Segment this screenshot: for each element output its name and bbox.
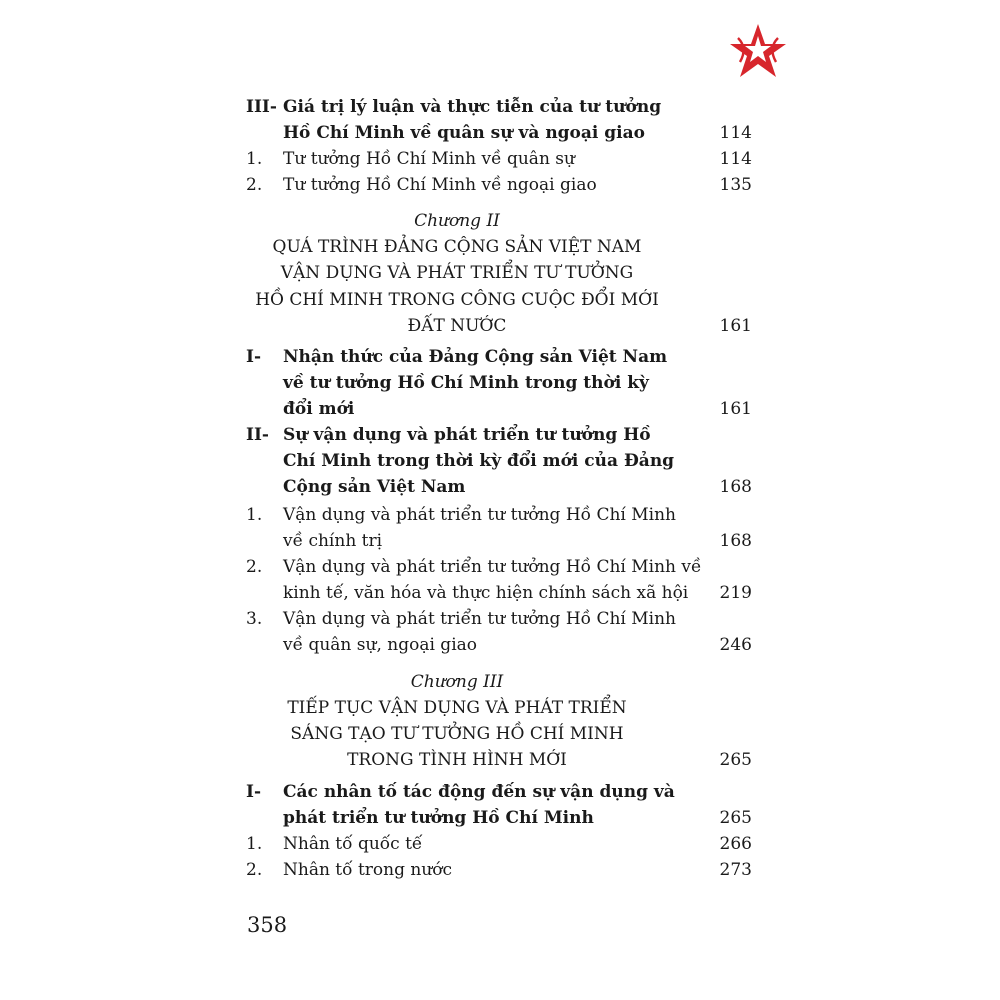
entry-title: Vận dụng và phát triển tư tưởng Hồ Chí Minh [283,609,676,629]
entry-title: Nhận thức của Đảng Cộng sản Việt Nam [283,347,668,367]
entry-number: 2. [246,175,263,195]
entry-title: đổi mới [283,399,355,419]
chapter-page: 161 [719,316,752,336]
toc-entry [246,94,752,120]
chapter-title-line: HỒ CHÍ MINH TRONG CÔNG CUỘC ĐỔI MỚI [255,290,659,310]
toc-entry [246,474,752,500]
entry-page: 135 [719,175,752,195]
toc-entry [246,632,752,658]
entry-number: 1. [246,149,263,169]
page-number: 358 [247,913,288,937]
entry-number: 1. [246,834,263,854]
chapter-title-line: QUÁ TRÌNH ĐẢNG CỘNG SẢN VIỆT NAM [272,237,642,257]
entry-title: Nhân tố trong nước [283,860,453,880]
entry-page: 114 [719,123,752,143]
toc-entry [246,528,752,554]
toc-entry [246,606,752,632]
toc-entry [246,448,752,474]
entry-title: kinh tế, văn hóa và thực hiện chính sách xã hội [283,583,689,603]
toc-entry [246,120,752,146]
entry-title: Tư tưởng Hồ Chí Minh về ngoại giao [283,175,597,195]
toc-entry [246,370,752,396]
toc-entry [246,779,752,805]
toc-entry [246,502,752,528]
toc-entry [246,422,752,448]
entry-number: 1. [246,505,263,525]
entry-number: 2. [246,860,263,880]
toc-entry [246,172,752,198]
entry-title: Giá trị lý luận và thực tiễn của tư tưởng [283,97,662,117]
entry-page: 168 [719,477,752,497]
toc-entry [246,396,752,422]
entry-page: 273 [719,860,752,880]
toc-entry [246,805,752,831]
entry-title: Tư tưởng Hồ Chí Minh về quân sự [283,149,575,169]
entry-title: Nhân tố quốc tế [283,834,423,854]
entry-page: 265 [719,808,752,828]
party-flag-star-icon [728,22,788,82]
chapter-label: Chương III [410,672,504,692]
entry-page: 114 [719,149,752,169]
chapter-title-line: TIẾP TỤC VẬN DỤNG VÀ PHÁT TRIỂN [287,698,627,718]
toc-entry [246,146,752,172]
entry-number: III- [246,97,277,117]
entry-page: 246 [719,635,752,655]
entry-title: Sự vận dụng và phát triển tư tưởng Hồ [283,425,651,445]
entry-number: I- [246,782,262,802]
entry-number: II- [246,425,269,445]
entry-number: 2. [246,557,263,577]
chapter-title-line: ĐẤT NƯỚC [407,316,507,336]
entry-number: 3. [246,609,263,629]
entry-page: 266 [719,834,752,854]
entry-title: Cộng sản Việt Nam [283,477,466,497]
entry-title: Hồ Chí Minh về quân sự và ngoại giao [283,123,645,143]
toc-entry [246,857,752,883]
entry-title: về chính trị [283,531,383,551]
chapter-title-line: SÁNG TẠO TƯ TƯỞNG HỒ CHÍ MINH [290,724,624,744]
toc-entry [246,554,752,580]
chapter-title-line: VẬN DỤNG VÀ PHÁT TRIỂN TƯ TƯỞNG [280,263,634,283]
entry-title: Các nhân tố tác động đến sự vận dụng và [283,782,675,802]
entry-page: 219 [719,583,752,603]
chapter-title-line: TRONG TÌNH HÌNH MỚI [347,750,567,770]
entry-number: I- [246,347,262,367]
entry-title: về tư tưởng Hồ Chí Minh trong thời kỳ [283,373,649,393]
entry-title: về quân sự, ngoại giao [283,635,477,655]
entry-title: Vận dụng và phát triển tư tưởng Hồ Chí Minh về [283,557,702,577]
entry-title: Vận dụng và phát triển tư tưởng Hồ Chí Minh [283,505,676,525]
entry-title: Chí Minh trong thời kỳ đổi mới của Đảng [283,451,675,471]
toc-entry [246,344,752,370]
entry-title: phát triển tư tưởng Hồ Chí Minh [283,808,594,828]
toc-entry [246,580,752,606]
entry-page: 161 [719,399,752,419]
chapter-label: Chương II [414,211,500,231]
toc-entry [246,831,752,857]
entry-page: 168 [719,531,752,551]
chapter-page: 265 [719,750,752,770]
